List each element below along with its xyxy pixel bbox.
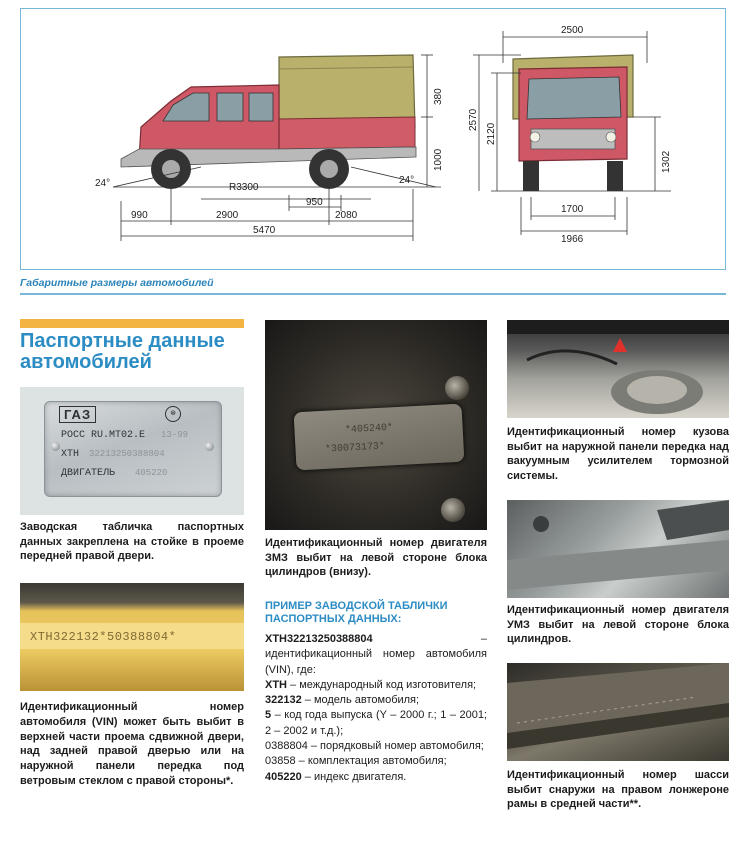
plate-caption: Заводская табличка паспортных данных закреплена на стойке в проеме передней правой двери. (20, 521, 244, 562)
plate-line3-label: ДВИГАТЕЛЬ (61, 468, 116, 479)
platform-height-dim: 1000 (433, 148, 444, 171)
list-item: 03858 – комплектация автомобиля; (265, 755, 447, 768)
uaz-photo-sketch (507, 500, 729, 598)
rivet-icon (205, 442, 214, 451)
list-item: 405220 – индекс двигателя. (265, 770, 407, 783)
plate-photo (20, 387, 244, 515)
height-side-dim: 1302 (661, 150, 672, 173)
body-photo-sketch (507, 320, 729, 418)
example-list (265, 632, 487, 785)
rear-axle-dim: 950 (306, 197, 323, 208)
certification-mark-icon: ⊛ (165, 406, 181, 422)
awning-height-dim: 380 (433, 88, 444, 105)
uaz-engine-photo (507, 500, 729, 598)
vin-photo-text: XTH322132*50388804* (30, 630, 177, 644)
chassis-photo-sketch (507, 663, 729, 761)
chassis-number-photo (507, 663, 729, 761)
truck-drawing (21, 9, 724, 268)
vin-photo (20, 583, 244, 691)
front-view (468, 25, 672, 245)
width-top-dim: 2500 (561, 25, 584, 36)
plate-line1-label: РОСС RU.МТ02.Е (61, 430, 146, 441)
engine-stamp-2: *30073173* (324, 441, 386, 456)
wheelbase-dim: 2900 (216, 210, 239, 221)
side-view (95, 55, 444, 241)
length-total-dim: 5470 (253, 225, 276, 236)
list-item: 5 – код года выпуска (Y – 2000 г.; 1 – 2001; 2 – 2002 и т.д.); (265, 709, 487, 737)
turn-radius-label: R3300 (229, 182, 259, 193)
front-overhang-dim: 990 (131, 210, 148, 221)
track-dim: 1700 (561, 204, 584, 215)
caption-divider (20, 293, 726, 295)
chassis-caption: Идентификационный номер шасси выбит снаружи на правом лонжероне рамы в средней части**. (507, 769, 729, 810)
data-plate (44, 401, 222, 497)
departure-angle-label: 24° (399, 175, 415, 186)
dimensions-diagram (20, 8, 726, 270)
list-item: 322132 – модель автомобиля; (265, 694, 420, 707)
approach-angle-label: 24° (95, 178, 111, 189)
example-title: ПРИМЕР ЗАВОДСКОЙ ТАБЛИЧКИ ПАСПОРТНЫХ ДАННЫХ: (265, 600, 448, 625)
list-item: XTH – международный код изготовителя; (265, 678, 477, 691)
width-dim: 1966 (561, 234, 584, 245)
uaz-caption: Идентификационный номер двигателя УМЗ выбит на левой стороне блока цилиндров. (507, 604, 729, 645)
plate-line2-label: XTH (61, 449, 80, 460)
arrow-marker-icon (613, 338, 627, 352)
list-item: 0388804 – порядковый номер автомобиля; (265, 740, 484, 753)
list-item: XTH32213250388804 – идентификационный номер автомобиля (VIN), где: (265, 633, 487, 676)
height-cab-dim: 2120 (486, 122, 497, 145)
rear-overhang-dim: 2080 (335, 210, 358, 221)
body-number-photo (507, 320, 729, 418)
section-title: Паспортные данные автомобилей (20, 330, 225, 373)
engine-caption: Идентификационный номер двигателя ЗМЗ выбит на левой стороне блока цилиндров (внизу). (265, 537, 487, 578)
bolt-icon (445, 376, 469, 400)
body-caption: Идентификационный номер кузова выбит на наружной панели передка над вакуумным усилителем тормозной системы. (507, 426, 729, 482)
height-total-dim: 2570 (468, 108, 479, 131)
engine-stamp-1: *405240* (344, 422, 394, 437)
rivet-icon (51, 442, 60, 451)
diagram-caption: Габаритные размеры автомобилей (20, 277, 214, 289)
engine-photo (265, 320, 487, 530)
vin-caption: Идентификационный номер автомобиля (VIN) может быть выбит в верхней части проема сдвижной двери, над задней правой дверью или на наружной панели передка под ветровым стеклом с правой стороны*. (20, 701, 244, 787)
plate-line3-stamp: 405220 (135, 468, 168, 478)
brand-logo: ГАЗ (59, 406, 96, 423)
bolt-icon (441, 498, 465, 522)
heading-accent-bar (20, 319, 244, 328)
plate-line2-stamp: 32213250388804 (89, 449, 165, 459)
plate-line1-stamp: 13-99 (161, 430, 189, 440)
engine-number-pad (294, 404, 465, 471)
